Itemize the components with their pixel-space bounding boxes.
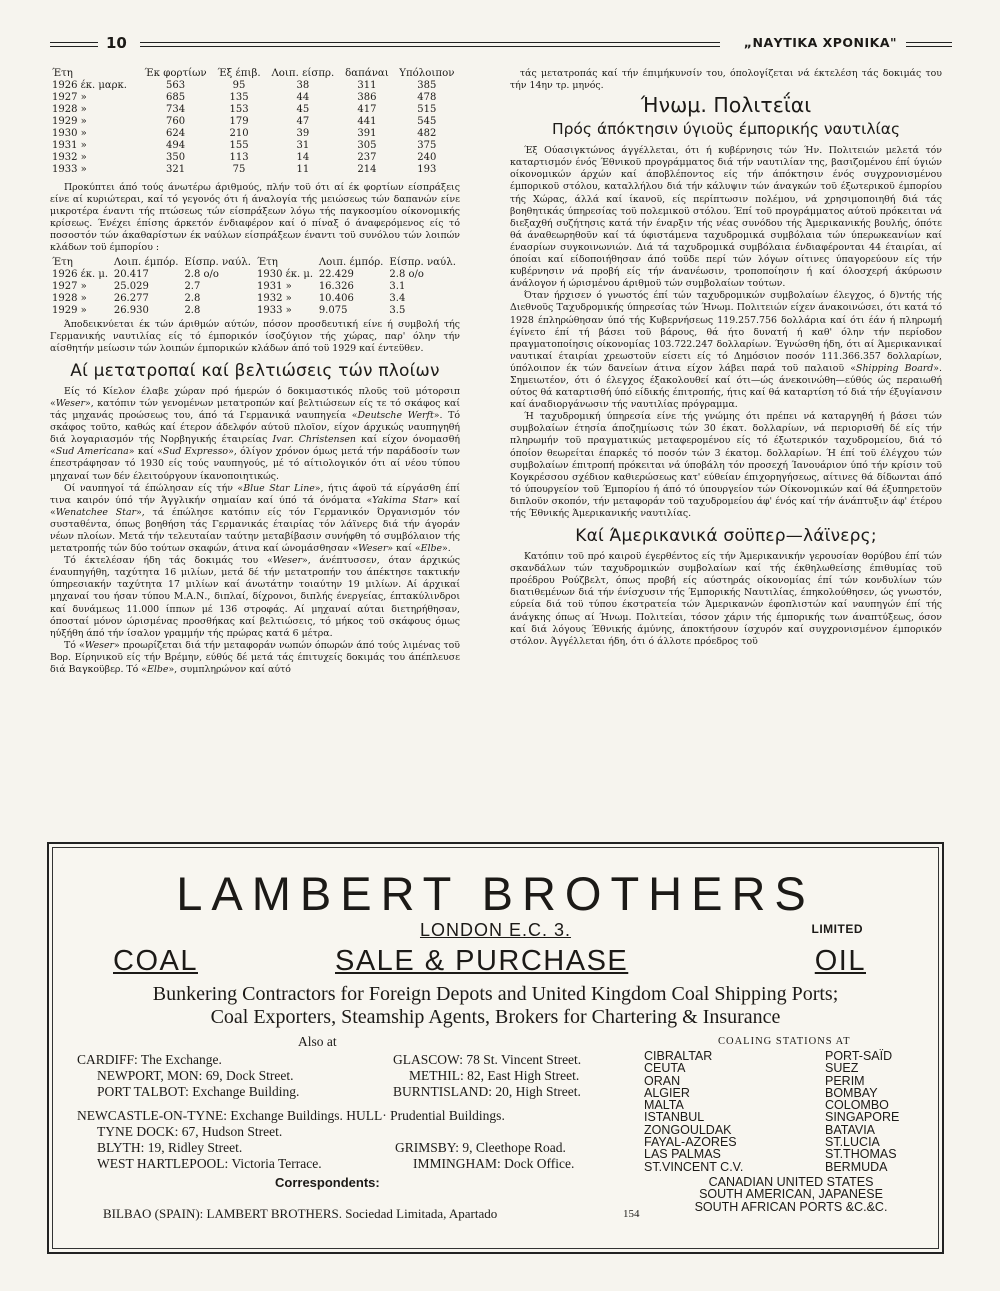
table-cell: 135 xyxy=(229,92,249,103)
coaling-station: ST.VINCENT C.V. xyxy=(644,1159,744,1174)
firm-limited: LIMITED xyxy=(811,922,863,936)
coaling-station: ZONGOULDAK xyxy=(644,1122,732,1137)
table-cell: 1929 » xyxy=(52,304,87,316)
freight-share-table xyxy=(50,257,460,317)
section-title: Αί μετατροπαί καί βελτιώσεις τών πλοίων xyxy=(70,360,440,381)
branch: IMMINGHAM: Dock Office. xyxy=(413,1156,575,1171)
coaling-station: ISTANBUL xyxy=(644,1110,705,1125)
ad-sale-purchase: SALE & PURCHASE xyxy=(335,945,629,977)
table-cell: 26.277 xyxy=(113,292,149,304)
table-cell: 321 xyxy=(166,164,186,175)
table-row xyxy=(50,269,460,281)
table-header-cell: Έτη xyxy=(256,256,278,268)
coaling-station: BOMBAY xyxy=(825,1085,878,1100)
table-cell: 240 xyxy=(417,152,437,163)
paragraph: Τό «Weser» προωρίζεται διά τήν μεταφοράν νωπών όπωρών άπό τούς λιμένας τοϋ Βορ. Είρηνικοϋ είς τήν Βρέμην, εύθύς δέ μετά τάς έπιτυχείς δοκιμάς του άπέπλευσε διά Βαγκοϋβερ. Τό «Elbe», συμπληρώνον καί αύτό xyxy=(50,639,460,675)
table-cell: 545 xyxy=(417,116,437,127)
paragraph: Είς τό Κίελον έλαβε χώραν πρό ήμερών ό δοκιμαστικός πλοϋς τοϋ μότορσιπ «Weser», κατόπιν τών γενομένων μετατροπών καί βελτιώσεων είς τε τό σκάφος καί τάς μηχανάς προώσεως του, άπό τά Γερμανικά ναυπηγεία «Deutsche Werft». Τό σκάφος τοϋτο, καθώς καί έτερον άδελφόν αύτοϋ πλοϊον, είχον άρχικώς ναυπηγηθή διά λογαριασμόν τής Νορβηγικής έταιρείας Ivar. Christensen καί είχον όνομασθή «Sud Americana» καί «Sud Expresso», όλίγον χρόνον όμως μετά τήν παράδοσίν των έπεστράφησαν τό 1930 είς τούς ναυπηγούς, μέ τό αίτιολογικόν ότι αί νέου τύπου μηχαναί των δέν έλειτούργουν ίκανοποιητικώς. xyxy=(50,385,460,482)
branch: GLASCOW: 78 St. Vincent Street. xyxy=(393,1052,582,1067)
paragraph: Κατόπιν τοϋ πρό καιροϋ έγερθέντος είς τήν Άμερικανικήν γερουσίαν θορύβου έπί τών σκανδάλων τών ταχυδρομικών συμβολαίων καί τής έκθηλωθείσης έπιθυμίας τοϋ προέδρου Ρούζβελτ, όπως προβή είς αύστηράς οίκονομίας έπί τών κονδυλίων τών διατιθεμένων διά τήν ένίσχυσιν τής Έμπορικής Ναυτιλίας, έπηκολούθησεν, ώς γνωστόν, εύρεία διά τοϋ τύπου έκστρατεία τών Άμερικανών έφοπλιστών καί ναυπηγών έπί τής άνάγκης όπως αί Ήνωμ. Πολιτείαι, τόσον χάριν τής έμπορικής των άναπτύξεως, όσον καί διά λόγους Έθνικής άμύνης, άποκτήσουν ίσχυρόν καί συγχρονισμένον έμπορικόν στόλον. Άγγέλλεται ήδη, ότι ό άλλοτε πρόεδρος τοϋ xyxy=(510,551,942,647)
table-row xyxy=(50,152,460,164)
paragraph: Οί ναυπηγοί τά έπώλησαν είς τήν «Blue Star Line», ήτις άφοϋ τά είργάσθη έπί τινα καιρόν ύπό τήν Άγγλικήν σημαίαν καί ύπό τά όνόματα «Yakima Star» καί «Wenatchee Star», τά έπώλησε κατόπιν είς τόν Γερμανικόν Όργανισμόν τόν συσταθέντα, όπως βοηθήση τάς Γερμανικάς έταιρίας τόν λάϊνερς διά τήν άγοράν νέων πλοίων. Μετά τήν τελευταίαν ταύτην μεταβίβασιν συνήφθη τό συμβόλαιον τής μετατροπής τών δύο τούτων σκαφών, άτινα καί ώνομάσθησαν «Weser» καί «Elbe». xyxy=(50,482,460,555)
paragraph: Έξ Ούασιγκτώνος άγγέλλεται, ότι ή κυβέρνησις τών Ήν. Πολιτειών μελετά τόν καταρτισμόν ένός Έθνικοϋ προγράμματος διά τήν ναυτιλίαν της, βασιζομένου έπί ύγιών οίκονομικών άρχών καί άποβλέποντος είς τήν άπόκτησιν ένός συγχρονισμένου έμπορικοϋ στόλου, καταλλήλου διά τήν κάλυψιν τών άναγκών τοϋ έξωτερικοϋ έμπορίου τής Χώρας, άλλά καί ίκανοϋ, είς περίπτωσιν πολέμου, νά χρησιμοποιηθή διά τάς βοηθητικάς ύπηρεσίας τοϋ πολεμικοϋ στόλου. Έπί τοϋ προγράμματος αύτοϋ πρόκειται νά διεξαχθή συζήτησις κατά τήν έναρξιν τής νέας συνόδου τής Άμερικανικής βουλής, όπότε θά άναθεωρηθοϋν καί τά ύφιστάμενα ταχυδρομικά συμβόλαια τών ύπερωκεανίων καί ένασρίων συγκοινωνιών. Διά τά ταχυδρομικά συμβόλαια ένδιαφέρονται 44 έταιρίαι, αί όποίαι καί είδοποιήθησαν άπό τοϋδε περί τών λόγων οίτινες ύπαγορεύουν είς τήν κυβέρνησιν νά προβή είς τήν άνανέωσιν, τροποποίησιν ή καί όλοσχερή άκύρωσιν άνάλογον ή ώρισμένου άριθμοϋ τών συμβολαίων τούτων. xyxy=(510,145,942,290)
table-row xyxy=(50,164,460,176)
table-cell: 1928 » xyxy=(52,104,87,115)
table-row xyxy=(50,281,460,293)
table-cell: 237 xyxy=(357,152,377,163)
table-cell: 9.075 xyxy=(318,304,348,316)
coaling-station: PERIM xyxy=(825,1073,865,1088)
table-cell: 386 xyxy=(357,92,377,103)
table-cell: 1930 έκ. μ. xyxy=(256,268,314,280)
table-cell: 1932 » xyxy=(256,292,292,304)
table-header-cell: Λοιπ. έμπόρ. xyxy=(318,256,384,268)
table-cell: 193 xyxy=(417,164,437,175)
branch: METHIL: 82, East High Street. xyxy=(409,1068,580,1083)
coaling-station: LAS PALMAS xyxy=(644,1147,721,1162)
table-cell: 75 xyxy=(232,164,246,175)
coaling-station: MALTA xyxy=(644,1098,684,1113)
table-cell: 734 xyxy=(166,104,186,115)
table-cell: 685 xyxy=(166,92,186,103)
firm-name: LAMBERT BROTHERS xyxy=(176,867,815,920)
table-cell: 1929 » xyxy=(52,116,87,127)
table-header-cell: Λοιπ. έμπόρ. xyxy=(113,256,179,268)
table-cell: 210 xyxy=(229,128,249,139)
table-cell: 385 xyxy=(417,80,437,91)
table-cell: 155 xyxy=(229,140,249,151)
coaling-stations-foot xyxy=(651,1176,931,1213)
table-row xyxy=(50,92,460,104)
coaling-station: SINGAPORE xyxy=(825,1110,900,1125)
coaling-station: ST.THOMAS xyxy=(825,1147,897,1162)
table-cell: 494 xyxy=(166,140,186,151)
coaling-station: SUEZ xyxy=(825,1061,859,1076)
table-cell: 2.8 ο/ο xyxy=(184,268,219,280)
table-cell: 47 xyxy=(296,116,310,127)
head-rule-right xyxy=(906,42,952,47)
table-header-cell: Υπόλοιπον xyxy=(399,68,455,79)
page-number: 10 xyxy=(106,34,127,52)
table-cell: 22.429 xyxy=(318,268,354,280)
correspondents-label: Correspondents: xyxy=(275,1175,380,1190)
ad-coal: COAL xyxy=(113,945,198,977)
coaling-station: ORAN xyxy=(644,1073,681,1088)
table-row xyxy=(50,293,460,305)
table-header-cell: Έξ έπιβ. xyxy=(217,68,261,79)
ad-services-line: Bunkering Contractors for Foreign Depots and United Kingdom Coal Shipping Ports; xyxy=(152,983,839,1005)
table-cell: 2.8 xyxy=(184,292,201,304)
coaling-station: PORT-SAÏD xyxy=(825,1049,893,1063)
coaling-stations-title: COALING STATIONS AT xyxy=(718,1036,851,1047)
table-cell: 16.326 xyxy=(318,280,354,292)
table-cell: 44 xyxy=(296,92,310,103)
coaling-station: ST.LUCIA xyxy=(825,1135,880,1150)
coaling-station: ALGIER xyxy=(644,1085,690,1100)
table-cell: 153 xyxy=(229,104,249,115)
running-head xyxy=(50,34,952,56)
table-cell: 3.5 xyxy=(389,304,406,316)
head-rule-left xyxy=(50,42,98,47)
revenue-table xyxy=(50,68,460,176)
coaling-station: BERMUDA xyxy=(825,1159,888,1174)
table-cell: 2.8 ο/ο xyxy=(389,268,424,280)
table-row xyxy=(50,128,460,140)
section-title: Καί Άμερικανικά σοϋπερ—λάϊνερς; xyxy=(575,526,877,547)
branch: NEWPORT, MON: 69, Dock Street. xyxy=(97,1068,294,1083)
table-cell: 39 xyxy=(296,128,310,139)
table-cell: 45 xyxy=(296,104,310,115)
table-cell: 14 xyxy=(296,152,310,163)
table-cell: 1927 » xyxy=(52,92,87,103)
table-row xyxy=(50,104,460,116)
table-row xyxy=(50,116,460,128)
table-cell: 1926 έκ. μ. xyxy=(52,268,109,280)
table-cell: 760 xyxy=(166,116,186,127)
table-cell: 311 xyxy=(357,80,377,91)
correspondent-bilbao: BILBAO (SPAIN): LAMBERT BROTHERS. Sociedad Limitada, Apartado xyxy=(103,1206,498,1221)
table-row xyxy=(50,80,460,92)
table-cell: 1932 » xyxy=(52,152,87,163)
table-cell: 1931 » xyxy=(52,140,87,151)
article-title: Ήνωμ. Πολιτεΐαι xyxy=(640,93,812,118)
right-column xyxy=(510,68,942,648)
table-row xyxy=(50,305,460,317)
table-cell: 3.4 xyxy=(389,292,406,304)
branch: BLYTH: 19, Ridley Street. xyxy=(97,1140,243,1155)
paragraph: Τό έκτελέσαν ήδη τάς δοκιμάς του «Weser», άνέπτυσσεν, όταν άρχικώς έναυπηγήθη, ταχύτητα 16 μιλίων, μετά δέ τήν μετατροπήν του άπέκτησε τακτικήν ύπηρεσιακήν ταχύτητα 17 μιλίων καί άνωτάτην τοιαύτην 19 μιλίων. Αί άρχικαί μηχαναί του ήσαν τύπου Μ.Α.Ν., διπλαί, δίχρονοι, διπλής ένεργείας, έπτακύλινδροι καί δυνάμεως 11.000 ίππων μέ 136 στροφάς. Αί μηχαναί αύται διετηρήθησαν, όποσταί μόνον ώρισμένας προσθήκας καί βελτιώσεις, τό μήκος τοϋ σκάφους όμως ηύξήθη άπό τήν ίσαλον γραμμήν τής πρώρας κατά 6 μέτρα. xyxy=(50,555,460,639)
ad-services-line: Coal Exporters, Steamship Agents, Brokers for Chartering & Insurance xyxy=(210,1006,781,1028)
coaling-stations-left xyxy=(644,1050,743,1173)
journal-title: „ΝΑΥΤΙΚΑ ΧΡΟΝΙΚΑ" xyxy=(743,35,897,50)
paragraph-continued: τάς μετατροπάς καί τήν έπιμήκυνσίν του, όπολογίζεται νά έκτελέση τάς δοκιμάς του τήν 14ην τρ. μηνός. xyxy=(510,68,942,92)
table-header-cell: Έτη xyxy=(52,256,73,268)
advertisement-box xyxy=(47,842,944,1254)
table-cell: 482 xyxy=(417,128,437,139)
table-header-cell: δαπάναι xyxy=(345,68,389,79)
table-cell: 10.406 xyxy=(318,292,354,304)
table-cell: 478 xyxy=(417,92,437,103)
table-cell: 624 xyxy=(166,128,186,139)
table-cell: 20.417 xyxy=(113,268,149,280)
coaling-station: BATAVIA xyxy=(825,1122,876,1137)
paragraph: Προκύπτει άπό τούς άνωτέρω άριθμούς, πλήν τοϋ ότι αί έκ φορτίων είσπράξεις είνε αί κυριώτεραι, καί τό γεγονός ότι ή άναλογία τής μειώσεως τών δαπανών είνε μικροτέρα έναντι τής πτώσεως τών είσπράξεων λόγω τής παγκοσμίου οίκονομικής κρίσεως. Ένέχει έπίσης άρκετόν ένδιαφέρον καί ό πίναξ ό άναφερόμενος είς τό ποσοστόν τών άκαθαρίστων έκ ναύλων είσπράξεων έναντι τοϋ συνόλου τών λοιπών κλάδων τοϋ έμπορίου : xyxy=(50,182,460,254)
table-cell: 1930 » xyxy=(52,128,87,139)
table-cell: 179 xyxy=(229,116,249,127)
table-cell: 95 xyxy=(232,80,246,91)
table-header-cell: Είσπρ. ναύλ. xyxy=(184,256,251,268)
table-cell: 563 xyxy=(166,80,186,91)
firm-address: LONDON E.C. 3. xyxy=(419,920,572,940)
left-column xyxy=(50,68,460,676)
table-cell: 25.029 xyxy=(113,280,149,292)
table-cell: 2.8 xyxy=(184,304,201,316)
table-header-cell: Είσπρ. ναύλ. xyxy=(389,256,456,268)
coaling-station-region: CANADIAN UNITED STATES xyxy=(708,1175,874,1189)
table-cell: 11 xyxy=(296,164,310,175)
head-rule-middle xyxy=(140,42,720,47)
table-cell: 375 xyxy=(417,140,437,151)
article-subtitle: Πρός άπόκτησιν ύγιοϋς έμπορικής ναυτιλίας xyxy=(551,120,901,139)
table-cell: 391 xyxy=(357,128,377,139)
apartado-number: 154 xyxy=(623,1208,640,1220)
branch: BURNTISLAND: 20, High Street. xyxy=(393,1084,581,1099)
branch: PORT TALBOT: Exchange Building. xyxy=(97,1084,300,1099)
table-cell: 26.930 xyxy=(113,304,149,316)
table-cell: 2.7 xyxy=(184,280,201,292)
branch: GRIMSBY: 9, Cleethope Road. xyxy=(395,1140,566,1155)
branch: TYNE DOCK: 67, Hudson Street. xyxy=(97,1124,283,1139)
paragraph: Άποδεικνύεται έκ τών άριθμών αύτών, πόσον προσδευτική είνε ή συμβολή τής Γερμανικής ναυτιλίας είς τό έμπορικόν ίσοζύγιον τής χώρας, παρ' όλην τήν αίσθητήν μείωσιν τών λοιπών έμπορικών κλάδων άπό τοϋ 1929 καί έντεϋθεν. xyxy=(50,318,460,354)
coaling-station-region: SOUTH AFRICAN PORTS &C.&C. xyxy=(694,1199,888,1214)
table-cell: 417 xyxy=(357,104,377,115)
ad-oil: OIL xyxy=(814,945,866,977)
table-cell: 214 xyxy=(357,164,377,175)
table-cell: 1926 έκ. μαρκ. xyxy=(52,80,127,91)
coaling-station: CIBRALTAR xyxy=(644,1049,713,1063)
branch: NEWCASTLE-ON-TYNE: Exchange Buildings. HULL· Prudential Buildings. xyxy=(77,1108,505,1123)
coaling-station: CEUTA xyxy=(644,1061,686,1076)
coaling-station: FAYAL-AZORES xyxy=(644,1135,737,1150)
table-cell: 38 xyxy=(296,80,310,91)
table-cell: 441 xyxy=(357,116,377,127)
table-cell: 305 xyxy=(357,140,377,151)
table-cell: 515 xyxy=(417,104,437,115)
table-cell: 1928 » xyxy=(52,292,87,304)
table-cell: 1933 » xyxy=(256,304,292,316)
paragraph: Ή ταχυδρομική ύπηρεσία είνε τής γνώμης ότι πρέπει νά καταργηθή ή βάσει τών συμβολαίων έτησία άποζημίωσις τών 30 έκατ. δολλαρίων, νά περιορισθή δέ είς τήν πληρωμήν τοϋ πραγματικώς μεταφερομένου είς τό έξωτερικόν ταχυδρομείου, διά τό όποίον θεωρείται έπαρκές τό ποσόν τών 3 έκατομ. δολλαρίων. Ή έπί τοϋ έλέγχου τών συμβολαίων έπιτροπή πρόκειται νά ύποβάλη τόν προσεχή Ίανουάριον ύπό τήν κρίσιν τοϋ Κογκρέσσου σχέδιον καθιερώσεως κατ' εύθείαν έπιχορηγήσεως, αίτινες θά δίδωνται άπό τό ύπουργείον τοϋ Έμπορίου ή άπό τό ύπουργείον τών Οίκονομικών καί θά έξυπηρετοϋν διπλοϋν σκοπόν, τήν μεταφοράν τοϋ ταχυδρομείου άφ' ένός καί τήν άνάπτυξιν άφ' έτέρου τής Έθνικής Άμερικανικής ναυτιλίας. xyxy=(510,411,942,519)
paragraph: Όταν ήρχισεν ό γνωστός έπί τών ταχυδρομικών συμβολαίων έλεγχος, ό δ)ντής τής Διεθνοϋς Ταχυδρομικής ύπηρεσίας τών Ήνωμ. Πολιτειών είχεν άνακοινώσει, ότι κατά τό 1928 έπληρώθησαν ύπό τής Κυβερνήσεως 119.257.756 δολλάρια καί ότι έάν ή πληρωμή έγίνετο έπί τή βάσει τοϋ βάρους, θά ήτο δυνατή ή καθ' όλην τήν περίοδον πραγματοποίησις οίκονομίας 103.722.247 δολλαρίων. Έγνώσθη ήδη, ότι αί Άμερικανικαί ναυτικαί έταιρίαι χρεωστοϋν είσετι είς τό Δημόσιον ποσόν 111.366.357 δολλαρίων, ύπόλοιπον έκ τών δανείων άτινα είχον λάβει παρά τοϋ παλαιοϋ «Shipping Board». Σημειωτέον, ότι ό έλεγχος έξακολουθεί καί ότι—ώς άνεκοινώθη—εύθύς ώς περαιωθή ούτος θά καταρτισθή ύπό είδικής έπιτροπής, ήτις καί θά καταρτίση τό διά τήν έξυγίανσιν καί άναδιοργάνωσιν τής ναυτιλίας πρόγραμμα. xyxy=(510,290,942,411)
advertisement-inner-frame xyxy=(52,847,939,1249)
table-cell: 1927 » xyxy=(52,280,87,292)
table-cell: 1931 » xyxy=(256,280,292,292)
coaling-stations-right xyxy=(825,1050,899,1173)
also-at-label: Also at xyxy=(298,1034,337,1049)
table-header-cell: Λοιπ. είσπρ. xyxy=(271,68,335,79)
table-row xyxy=(50,140,460,152)
table-header-cell: Έκ φορτίων xyxy=(144,68,207,79)
coaling-station: COLOMBO xyxy=(825,1098,889,1113)
table-cell: 350 xyxy=(166,152,186,163)
table-header-cell: Έτη xyxy=(52,68,73,79)
coaling-station-region: SOUTH AMERICAN, JAPANESE xyxy=(699,1187,883,1202)
branch: WEST HARTLEPOOL: Victoria Terrace. xyxy=(97,1156,322,1171)
table-cell: 1933 » xyxy=(52,164,87,175)
table-cell: 113 xyxy=(229,152,249,163)
branch: CARDIFF: The Exchange. xyxy=(77,1052,222,1067)
table-cell: 3.1 xyxy=(389,280,406,292)
table-cell: 31 xyxy=(296,140,310,151)
